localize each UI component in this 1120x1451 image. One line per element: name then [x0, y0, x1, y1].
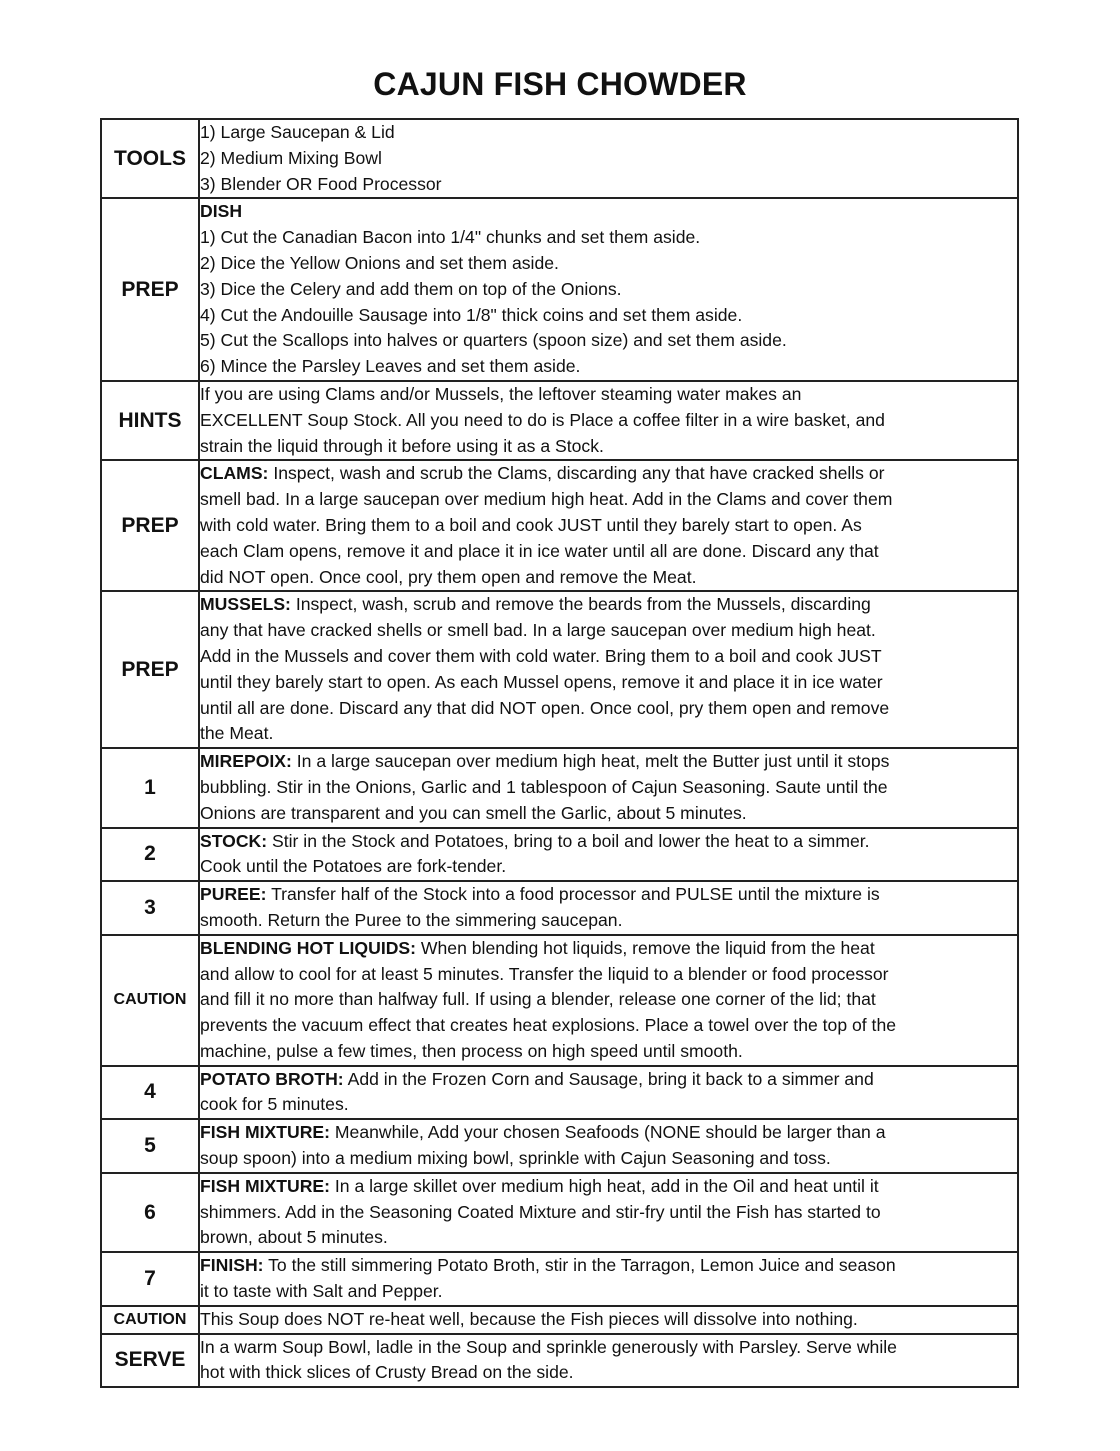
table-row [101, 935, 1018, 1066]
step-lead: PUREE: [200, 884, 267, 905]
row-content [199, 828, 1018, 882]
content-line: 5) Cut the Scallops into halves or quarters (spoon size) and set them aside. [200, 330, 787, 351]
line-text: When blending hot liquids, remove the liquid from the heat [420, 937, 875, 958]
line-text: In a large saucepan over medium high heat, melt the Butter just until it stops [296, 751, 890, 772]
content-line: it to taste with Salt and Pepper. [200, 1281, 443, 1302]
row-label: CAUTION [101, 1306, 199, 1334]
content-line: 3) Dice the Celery and add them on top of the Onions. [200, 278, 622, 299]
content-line: 2) Dice the Yellow Onions and set them aside. [200, 252, 559, 273]
content-line: until all are done. Discard any that did NOT open. Once cool, pry them open and remove [200, 697, 890, 718]
table-row [101, 460, 1018, 591]
step-lead: CLAMS: [200, 463, 269, 484]
content-line: and fill it no more than halfway full. If using a blender, release one corner of the lid; that [200, 989, 876, 1010]
content-line: shimmers. Add in the Seasoning Coated Mixture and stir-fry until the Fish has started to [200, 1201, 881, 1222]
step-lead: MIREPOIX: [200, 751, 292, 772]
content-line: cook for 5 minutes. [200, 1094, 349, 1115]
step-lead: BLENDING HOT LIQUIDS: [200, 937, 417, 958]
content-line [200, 1067, 1017, 1093]
content-line: brown, about 5 minutes. [200, 1227, 388, 1248]
content-line: smell bad. In a large saucepan over medium high heat. Add in the Clams and cover them [200, 489, 893, 510]
table-row [101, 119, 1018, 198]
content-line [200, 461, 1017, 487]
row-label: 3 [101, 881, 199, 935]
content-line: soup spoon) into a medium mixing bowl, sprinkle with Cajun Seasoning and toss. [200, 1148, 831, 1169]
table-row [101, 828, 1018, 882]
row-content [199, 1334, 1018, 1388]
line-text: Inspect, wash and scrub the Clams, discarding any that have cracked shells or [273, 463, 885, 484]
content-line [200, 1253, 1017, 1279]
content-line: bubbling. Stir in the Onions, Garlic and 1 tablespoon of Cajun Seasoning. Saute until the [200, 776, 888, 797]
content-line: any that have cracked shells or smell bad. In a large saucepan over medium high heat. [200, 620, 876, 641]
row-label: SERVE [101, 1334, 199, 1388]
row-label: PREP [101, 198, 199, 381]
line-text: Inspect, wash, scrub and remove the beards from the Mussels, discarding [295, 594, 871, 615]
content-line: and allow to cool for at least 5 minutes. Transfer the liquid to a blender or food processor [200, 963, 889, 984]
content-line: 6) Mince the Parsley Leaves and set them aside. [200, 356, 581, 377]
content-line: Add in the Mussels and cover them with cold water. Bring them to a boil and cook JUST [200, 645, 882, 666]
content-line: If you are using Clams and/or Mussels, the leftover steaming water makes an [200, 383, 802, 404]
content-line: hot with thick slices of Crusty Bread on the side. [200, 1362, 574, 1383]
content-line: 4) Cut the Andouille Sausage into 1/8" thick coins and set them aside. [200, 304, 743, 325]
row-content [199, 881, 1018, 935]
content-line [200, 936, 1017, 962]
step-lead: STOCK: [200, 830, 268, 851]
row-label: 6 [101, 1173, 199, 1252]
content-line: smooth. Return the Puree to the simmering saucepan. [200, 909, 623, 930]
content-line: In a warm Soup Bowl, ladle in the Soup and sprinkle generously with Parsley. Serve while [200, 1336, 897, 1357]
row-label: PREP [101, 591, 199, 748]
row-content [199, 1066, 1018, 1120]
recipe-title: CAJUN FISH CHOWDER [373, 66, 747, 102]
content-line [200, 1120, 1017, 1146]
row-label: 2 [101, 828, 199, 882]
row-content [199, 748, 1018, 827]
table-row [101, 1173, 1018, 1252]
line-text: Stir in the Stock and Potatoes, bring to a boil and lower the heat to a simmer. [272, 830, 870, 851]
row-content [199, 119, 1018, 198]
row-content [199, 1119, 1018, 1173]
row-label: TOOLS [101, 119, 199, 198]
step-lead: FISH MIXTURE: [200, 1175, 330, 1196]
step-lead: POTATO BROTH: [200, 1068, 344, 1089]
content-line: EXCELLENT Soup Stock. All you need to do is Place a coffee filter in a wire basket, and [200, 409, 885, 430]
table-row [101, 1306, 1018, 1334]
row-content [199, 935, 1018, 1066]
recipe-table [100, 118, 1019, 1388]
line-text: Meanwhile, Add your chosen Seafoods (NONE should be larger than a [334, 1122, 886, 1143]
content-line [200, 1174, 1017, 1200]
table-row [101, 198, 1018, 381]
line-text: In a large skillet over medium high heat, add in the Oil and heat until it [334, 1175, 879, 1196]
content-line [200, 749, 1017, 775]
table-row [101, 381, 1018, 460]
table-row [101, 1252, 1018, 1306]
content-heading: DISH [200, 201, 243, 222]
line-text: To the still simmering Potato Broth, stir in the Tarragon, Lemon Juice and season [268, 1255, 896, 1276]
content-line: the Meat. [200, 723, 274, 744]
content-line: Cook until the Potatoes are fork-tender. [200, 856, 507, 877]
row-content [199, 1306, 1018, 1334]
content-line: with cold water. Bring them to a boil and cook JUST until they barely start to open. As [200, 514, 862, 535]
content-line: Onions are transparent and you can smell the Garlic, about 5 minutes. [200, 802, 747, 823]
table-row [101, 881, 1018, 935]
content-line: until they barely start to open. As each Mussel opens, remove it and place it in ice water [200, 671, 883, 692]
table-row [101, 1334, 1018, 1388]
row-label: PREP [101, 460, 199, 591]
table-row [101, 591, 1018, 748]
content-line: 3) Blender OR Food Processor [200, 173, 442, 194]
line-text: Transfer half of the Stock into a food processor and PULSE until the mixture is [271, 884, 880, 905]
table-row [101, 1119, 1018, 1173]
row-content [199, 1173, 1018, 1252]
row-content [199, 591, 1018, 748]
content-line: each Clam opens, remove it and place it in ice water until all are done. Discard any that [200, 540, 879, 561]
content-line: strain the liquid through it before using it as a Stock. [200, 435, 604, 456]
content-line: prevents the vacuum effect that creates heat explosions. Place a towel over the top of the [200, 1015, 897, 1036]
content-line: 1) Cut the Canadian Bacon into 1/4" chunks and set them aside. [200, 227, 701, 248]
row-label: HINTS [101, 381, 199, 460]
row-content [199, 198, 1018, 381]
content-line [200, 882, 1017, 908]
step-lead: FISH MIXTURE: [200, 1122, 330, 1143]
content-line: 1) Large Saucepan & Lid [200, 122, 395, 142]
row-content [199, 460, 1018, 591]
row-label: 4 [101, 1066, 199, 1120]
content-line [200, 592, 1017, 618]
content-line: 2) Medium Mixing Bowl [200, 147, 382, 168]
row-content [199, 381, 1018, 460]
content-line: This Soup does NOT re-heat well, because the Fish pieces will dissolve into nothing. [200, 1308, 858, 1329]
row-content [199, 1252, 1018, 1306]
line-text: Add in the Frozen Corn and Sausage, bring it back to a simmer and [347, 1068, 874, 1089]
content-line: machine, pulse a few times, then process on high speed until smooth. [200, 1040, 743, 1061]
row-label: 7 [101, 1252, 199, 1306]
row-label: 5 [101, 1119, 199, 1173]
step-lead: FINISH: [200, 1255, 264, 1276]
content-line [200, 829, 1017, 855]
table-row [101, 1066, 1018, 1120]
content-line: did NOT open. Once cool, pry them open and remove the Meat. [200, 566, 697, 587]
table-row [101, 748, 1018, 827]
row-label: CAUTION [101, 935, 199, 1066]
row-label: 1 [101, 748, 199, 827]
step-lead: MUSSELS: [200, 594, 291, 615]
